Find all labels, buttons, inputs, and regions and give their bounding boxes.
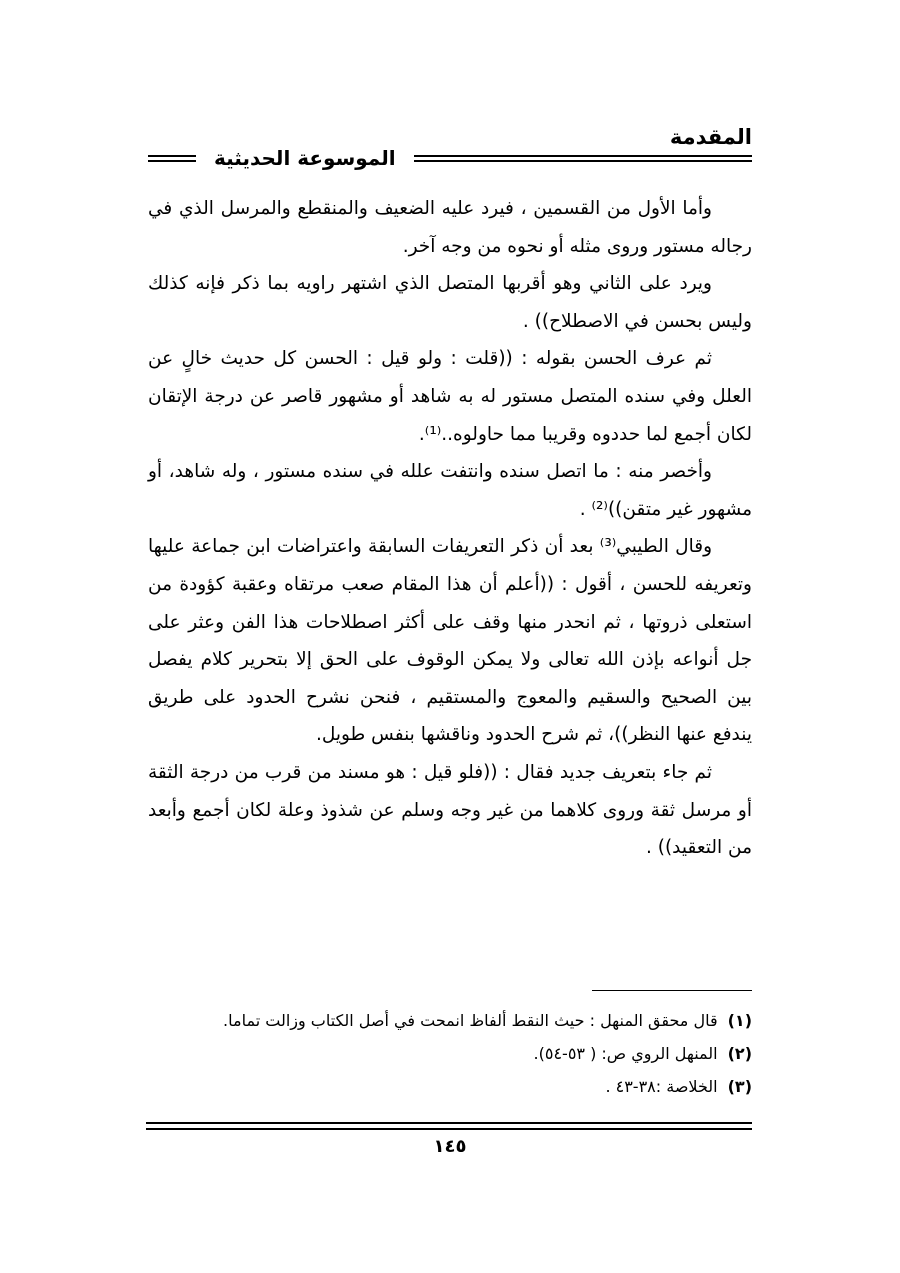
footnote [148, 1004, 752, 1037]
book-title-row [148, 144, 752, 172]
paragraph: وقال الطيبي⁽³⁾ بعد أن ذكر التعريفات السابقة واعتراضات ابن جماعة عليها وتعريفه للحسن ، أقول : ((أعلم أن هذا المقام صعب مرتقاه وعقبة كؤودة من استعلى ذروتها ، ثم انحدر منها وقف على أكثر اصطلاحات هذا الفن وعثر على جل أنواعه بإذن الله تعالى ولا يمكن الوقوف على الحق إلا بتحرير كلام يفصل بين الصحيح والسقيم والمعوج والمستقيم ، فنحن نشرح الحدود على طريق يندفع عنها النظر))، ثم شرح الحدود وناقشها بنفس طويل. [148, 536, 752, 746]
book-title: الموسوعة الحديثية [214, 146, 396, 170]
main-text [148, 190, 752, 867]
running-header [148, 122, 752, 170]
header-rule-left [148, 155, 196, 162]
footnote-number: (٣) [727, 1077, 752, 1096]
paragraph: ويرد على الثاني وهو أقربها المتصل الذي اشتهر راويه بما ذكر فإنه كذلك وليس بحسن في الاصطلاح)) . [148, 273, 752, 332]
paragraph: وأخصر منه : ما اتصل سنده وانتفت علله في سنده مستور ، وله شاهد، أو مشهور غير متقن))⁽²⁾ . [148, 461, 752, 520]
footnote-number: (١) [727, 1011, 752, 1030]
footnote [148, 1037, 752, 1070]
page-number: ١٤٥ [433, 1136, 467, 1157]
footnote-text: قال محقق المنهل : حيث النقط ألفاظ انمحت في أصل الكتاب وزالت تماما. [223, 1011, 718, 1030]
paragraph: ثم جاء بتعريف جديد فقال : ((فلو قيل : هو مسند من قرب من درجة الثقة أو مرسل ثقة وروى كلاهما من غير وجه وسلم عن شذوذ وعلة لكان أجمع وأبعد من التعقيد)) . [148, 761, 752, 859]
paragraph: وأما الأول من القسمين ، فيرد عليه الضعيف والمنقطع والمرسل الذي في رجاله مستور وروى مثله أو نحوه من وجه آخر. [148, 198, 752, 257]
header-rule-right [414, 155, 752, 162]
footnotes [148, 1004, 752, 1103]
footnote-text: الخلاصة :٣٨-٤٣ . [605, 1077, 718, 1096]
chapter-title: المقدمة [669, 125, 752, 149]
footnote [148, 1070, 752, 1103]
footnote-number: (٢) [727, 1044, 752, 1063]
footnote-separator [592, 990, 752, 991]
paragraph: ثم عرف الحسن بقوله : ((قلت : ولو قيل : الحسن كل حديث خالٍ عن العلل وفي سنده المتصل مستور له به شاهد أو مشهور قاصر عن درجة الإتقان لكان أجمع لما حددوه وقريبا مما حاولوه..⁽¹⁾. [148, 348, 752, 445]
footnote-text: المنهل الروي ص: ( ٥٣-٥٤). [533, 1044, 718, 1063]
footer-rule [146, 1122, 752, 1130]
